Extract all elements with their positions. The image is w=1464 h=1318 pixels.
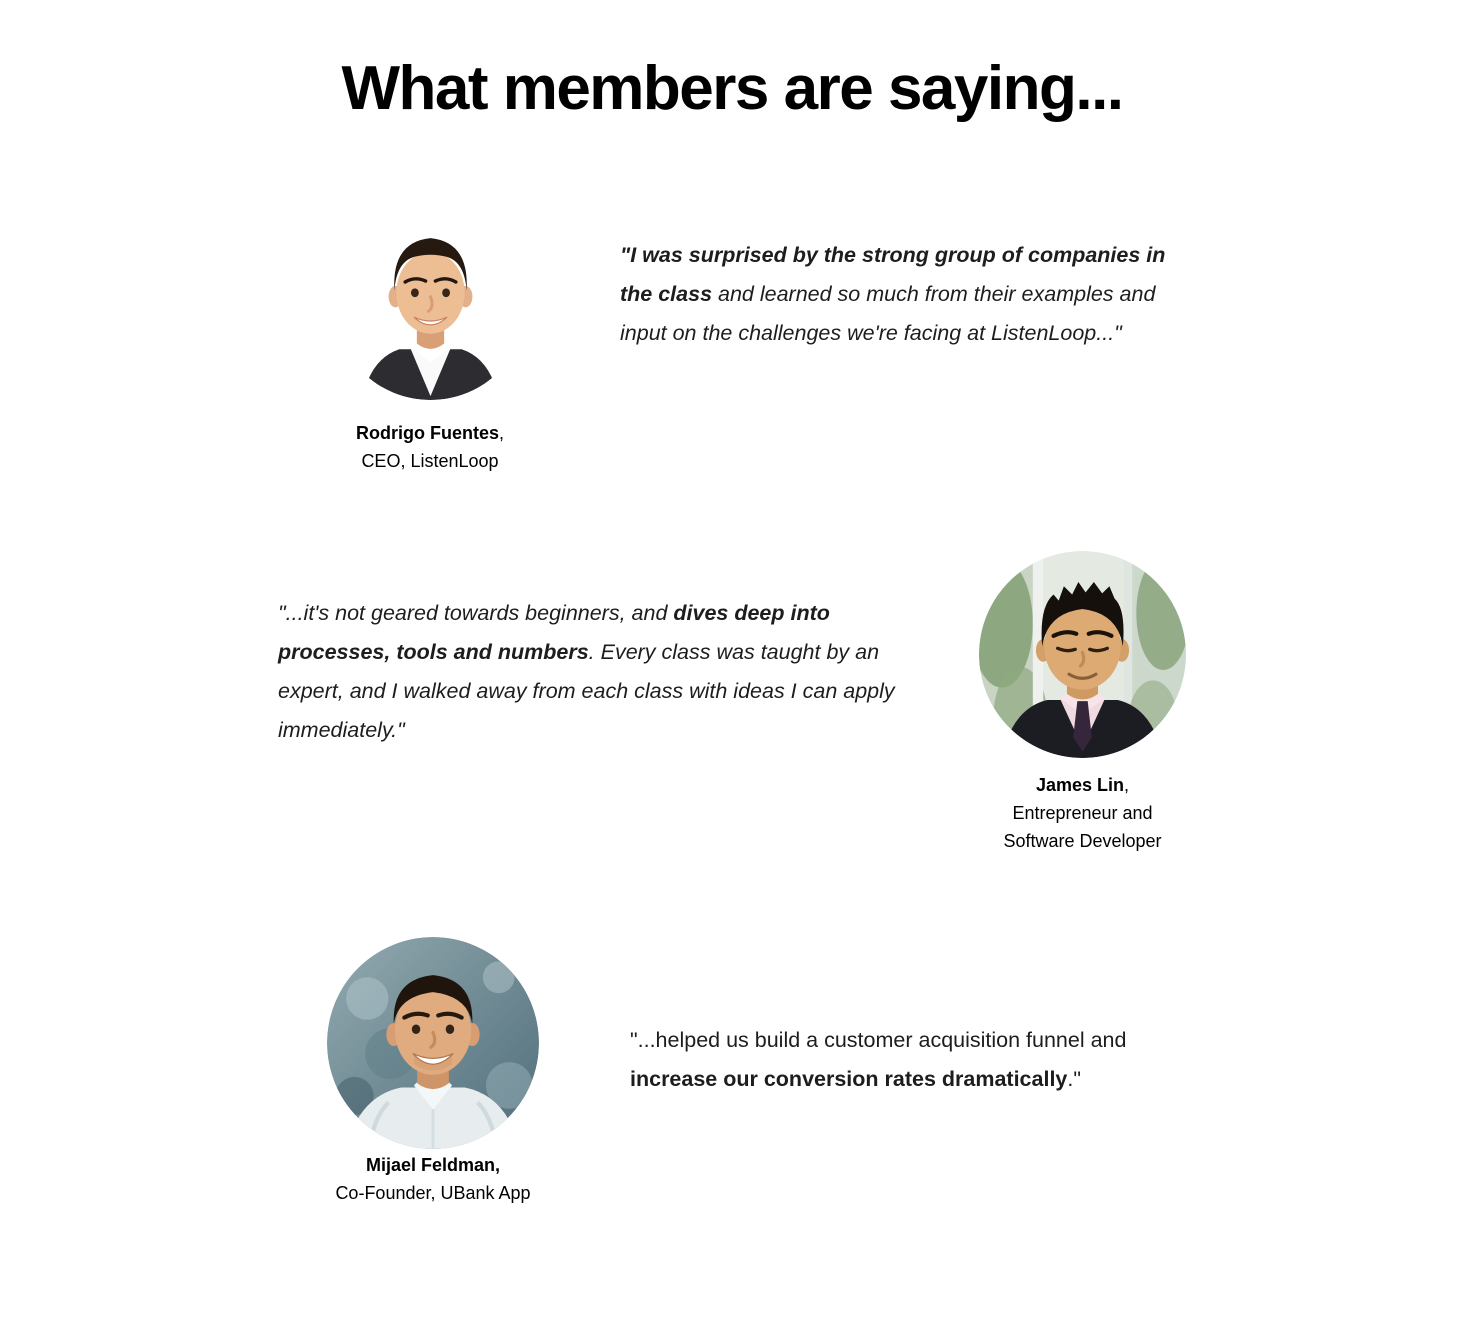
testimonial-rodrigo-fuentes bbox=[278, 205, 1186, 475]
portrait-image bbox=[979, 551, 1186, 758]
member-name: Mijael Feldman, bbox=[365, 1155, 501, 1175]
testimonial-author-block bbox=[979, 551, 1186, 855]
member-name-suffix: , bbox=[1124, 775, 1130, 795]
testimonial-james-lin bbox=[278, 551, 1186, 855]
member-name-line bbox=[335, 1151, 530, 1179]
member-role: Entrepreneur and Software Developer bbox=[1003, 803, 1162, 851]
testimonial-quote: "I was surprised by the strong group of companies in the class and learned so much from their examples and input on the challenges we're facing at ListenLoop..." bbox=[620, 243, 1166, 345]
testimonial-quote: "...it's not geared towards beginners, and dives deep into processes, tools and numbers. Every class was taught by an expert, and I walked away from each class with ideas I can apply immediately." bbox=[278, 601, 895, 742]
testimonial-mijael-feldman bbox=[278, 937, 1186, 1207]
member-name-line bbox=[356, 419, 504, 447]
testimonial-attribution bbox=[979, 771, 1186, 855]
member-name-line bbox=[979, 771, 1186, 799]
portrait-image bbox=[327, 937, 539, 1149]
avatar-mijael-feldman bbox=[327, 937, 539, 1149]
testimonial-author-block bbox=[278, 205, 582, 475]
portrait-image bbox=[333, 205, 528, 400]
member-role: Co-Founder, UBank App bbox=[335, 1183, 531, 1203]
page-title: What members are saying... bbox=[341, 54, 1123, 123]
member-name: James Lin bbox=[1035, 775, 1125, 795]
avatar-rodrigo-fuentes bbox=[333, 205, 528, 400]
member-name: Rodrigo Fuentes bbox=[355, 423, 499, 443]
avatar-james-lin bbox=[979, 551, 1186, 758]
member-role: CEO, ListenLoop bbox=[361, 451, 499, 471]
testimonial-author-block bbox=[278, 937, 588, 1207]
testimonials-section bbox=[278, 0, 1186, 1317]
member-name-suffix: , bbox=[498, 423, 504, 443]
testimonial-quote: "...helped us build a customer acquisition funnel and increase our conversion rates dramatically." bbox=[630, 1028, 1127, 1091]
testimonial-attribution bbox=[335, 1151, 530, 1207]
testimonial-attribution bbox=[356, 419, 504, 475]
